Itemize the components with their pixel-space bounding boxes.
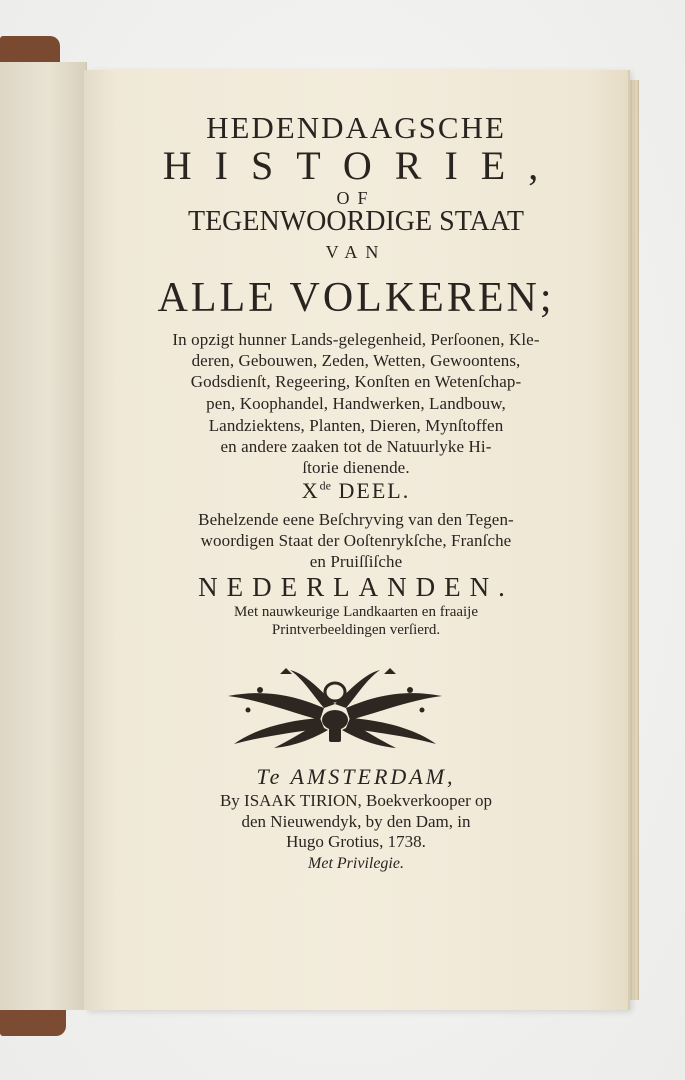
subtitle-line: ſtorie dienende. <box>302 458 410 477</box>
subtitle-line: In opzigt hunner Lands-gelegenheid, Perſoonen, Kle- <box>172 330 540 349</box>
subtitle-line: pen, Koophandel, Handwerken, Landbouw, <box>206 394 506 413</box>
volume-number: X <box>301 478 320 503</box>
subtitle-line: Landziektens, Planten, Dieren, Mynſtoffen <box>208 416 504 435</box>
imprint-line: Hugo Grotius, 1738. <box>286 832 426 851</box>
volume-word: DEEL. <box>331 478 411 503</box>
title-line-2: HISTORIE, <box>162 143 562 188</box>
contents-line: woordigen Staat der Ooſtenrykſche, Franſche <box>200 531 512 550</box>
title-page <box>84 70 628 1010</box>
contents-line: Behelzende eene Beſchryving van den Tegen- <box>198 510 514 529</box>
maps-line: Met nauwkeurige Landkaarten en fraaije <box>233 604 479 620</box>
privilege-line: Met Privilegie. <box>308 855 404 872</box>
title-line-6: ALLE VOLKEREN; <box>157 275 555 321</box>
imprint-line: den Nieuwendyk, by den Dam, in <box>241 812 471 831</box>
title-line-5: VAN <box>325 242 387 262</box>
imprint-city: Te AMSTERDAM, <box>256 764 456 789</box>
subtitle-line: deren, Gebouwen, Zeden, Wetten, Gewoontens, <box>191 351 521 370</box>
contents-line: en Pruiſſiſche <box>309 552 403 571</box>
volume-heading <box>84 478 628 504</box>
book-cover-bottom <box>0 1008 66 1036</box>
floral-vignette-icon <box>220 660 450 750</box>
volume-ordinal: de <box>319 478 331 493</box>
maps-line: Printverbeeldingen verſierd. <box>271 622 441 638</box>
title-line-1: HEDENDAAGSCHE <box>206 110 506 145</box>
title-line-3: OF <box>336 188 376 208</box>
country-heading: NEDERLANDEN. <box>198 572 514 602</box>
left-page <box>0 62 87 1010</box>
subtitle-line: Godsdienſt, Regeering, Konſten en Wetenſchap- <box>190 372 522 391</box>
title-line-4: TEGENWOORDIGE STAAT <box>187 206 525 237</box>
imprint-line: By ISAAK TIRION, Boekverkooper op <box>219 791 493 810</box>
subtitle-line: en andere zaaken tot de Natuurlyke Hi- <box>220 437 492 456</box>
